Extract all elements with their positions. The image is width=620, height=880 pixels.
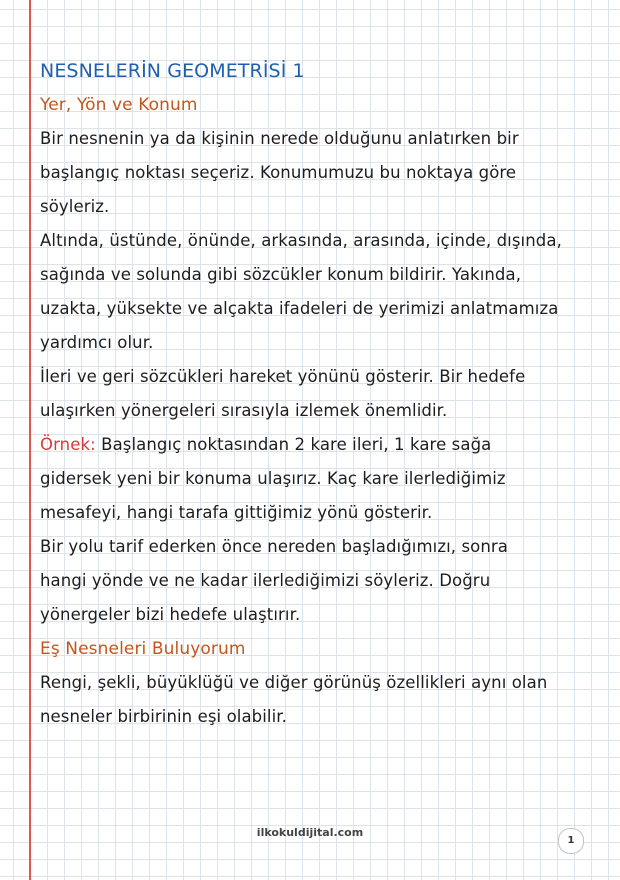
text-line: yönergeler bizi hedefe ulaştırır.: [40, 605, 301, 624]
text-line: başlangıç noktası seçeriz. Konumumuzu bu noktaya göre: [40, 163, 517, 182]
text-line: sağında ve solunda gibi sözcükler konum bildirir. Yakında,: [40, 265, 522, 284]
page-content: [40, 54, 600, 734]
text-line: ulaşırken yönergeleri sırasıyla izlemek önemlidir.: [40, 401, 448, 420]
example-line: [40, 428, 600, 462]
section-heading-location: Yer, Yön ve Konum: [40, 95, 198, 115]
text-line: Rengi, şekli, büyüklüğü ve diğer görünüş özellikleri aynı olan: [40, 673, 548, 692]
page-number-badge: 1: [558, 828, 584, 854]
text-line: söyleriz.: [40, 197, 110, 216]
example-text: Başlangıç noktasından 2 kare ileri, 1 kare sağa: [95, 435, 492, 454]
page-title: NESNELERİN GEOMETRİSİ 1: [40, 60, 305, 82]
text-line: hangi yönde ve ne kadar ilerlediğimizi söyleriz. Doğru: [40, 571, 491, 590]
text-line: Altında, üstünde, önünde, arkasında, arasında, içinde, dışında,: [40, 231, 562, 250]
text-line: gidersek yeni bir konuma ulaşırız. Kaç kare ilerlediğimiz: [40, 469, 506, 488]
footer-site-link[interactable]: ilkokuldijital.com: [256, 826, 364, 839]
text-line: nesneler birbirinin eşi olabilir.: [40, 707, 287, 726]
text-line: mesafeyi, hangi tarafa gittiğimiz yönü gösterir.: [40, 503, 433, 522]
margin-line: [29, 0, 31, 880]
section-heading-equal-objects: Eş Nesneleri Buluyorum: [40, 639, 246, 659]
text-line: Bir yolu tarif ederken önce nereden başladığımızı, sonra: [40, 537, 509, 556]
text-line: yardımcı olur.: [40, 333, 154, 352]
text-line: İleri ve geri sözcükleri hareket yönünü gösterir. Bir hedefe: [40, 367, 526, 386]
text-line: Bir nesnenin ya da kişinin nerede olduğunu anlatırken bir: [40, 129, 519, 148]
text-line: uzakta, yüksekte ve alçakta ifadeleri de yerimizi anlatmamıza: [40, 299, 559, 318]
example-label: Örnek:: [40, 435, 96, 454]
